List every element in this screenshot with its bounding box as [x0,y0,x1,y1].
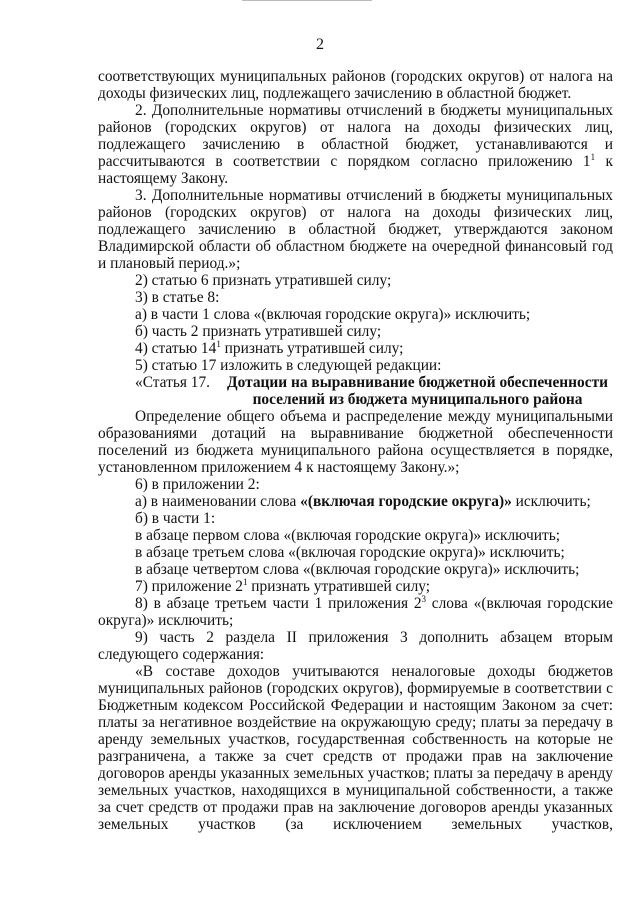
list-item: в абзаце четвертом слова «(включая городские округа)» исключить; [135,561,580,578]
document-body [98,68,613,833]
paragraph-clause-3: 3. Дополнительные нормативы отчислений в бюджеты муниципальных районов (городских округов) от налога на доходы физических лиц, подлежащего зачислению в областной бюджет, утверждаются законом Владимирской области об областном бюджете на очередной финансовый год и плановый период.»; [98,187,613,272]
list-item: б) в части 1: [135,510,216,527]
paragraph-nontax-income: «В составе доходов учитываются неналоговые доходы бюджетов муниципальных районов (городских округов), формируемые в соответствии с Бюджетным кодексом Российской Федерации и настоящим Законом за счет: платы за негативное воздействие на окружающую среду; платы за передачу в аренду земельных участков, государственная собственность на которые не разграничена, а также за счет средств от продажи прав на заключение договоров аренды указанных земельных участков; платы за передачу в аренду земельных участков, находящихся в муниципальной собственности, а также за счет средств от продажи прав на заключение договоров аренды указанных земельных участков (за исключением земельных участков, [98,663,613,833]
paragraph-clause-2: 2. Дополнительные нормативы отчислений в бюджеты муниципальных районов (городских округов) от налога на доходы физических лиц, подлежащего зачислению в областной бюджет, устанавливаются и рассчитываются в соответствии с порядком согласно приложению $1^1$ к настоящему Закону. [98,102,613,187]
list-item: 6) в приложении 2: [135,476,260,493]
paragraph-clause-8: 8) в абзаце третьем части 1 приложения $2^3$ слова «(включая городские округа)» исключить; [98,594,613,629]
list-item: в абзаце третьем слова «(включая городские округа)» исключить; [135,544,565,561]
article-title: Дотации на выравнивание бюджетной обеспеченности поселений из бюджета муниципального района [227,374,608,408]
list-item: 5) статью 17 изложить в следующей редакции: [135,357,442,374]
list-item: а) в части 1 слова «(включая городские округа)» исключить; [135,306,531,323]
superscript: 3 [421,594,427,604]
list-item: б) часть 2 признать утратившей силу; [135,323,382,340]
list-item: 4) статью $14^1$ признать утратившей силу; [135,339,404,357]
list-item: 7) приложение $2^1$ признать утратившей силу; [135,577,431,595]
paragraph-clause-9: 9) часть 2 раздела II приложения 3 дополнить абзацем вторым следующего содержания: [98,629,613,663]
scan-edge-mark [242,0,372,1]
paragraph-continuation: соответствующих муниципальных районов (городских округов) от налога на доходы физических лиц, подлежащего зачислению в областной бюджет. [98,68,613,102]
superscript: 1 [590,152,596,162]
list-item: а) в наименовании слова «(включая городские округа)» исключить; [135,493,591,510]
superscript: 1 [242,577,248,587]
page-number: 2 [316,36,324,53]
bold-phrase: «(включая городские округа)» [300,493,512,510]
paragraph-article-17: Определение общего объема и распределение между муниципальными образованиями дотаций на выравнивание бюджетной обеспеченности поселений из бюджета муниципального района осуществляется в порядке, установленном приложением 4 к настоящему Закону.»; [98,408,613,476]
article-label: «Статья 17. [135,374,211,391]
superscript: 1 [216,339,221,349]
list-item: 2) статью 6 признать утратившей силу; [135,272,392,289]
list-item: 3) в статье 8: [135,289,220,306]
list-item: в абзаце первом слова «(включая городские округа)» исключить; [135,527,561,544]
article-heading [98,374,613,408]
